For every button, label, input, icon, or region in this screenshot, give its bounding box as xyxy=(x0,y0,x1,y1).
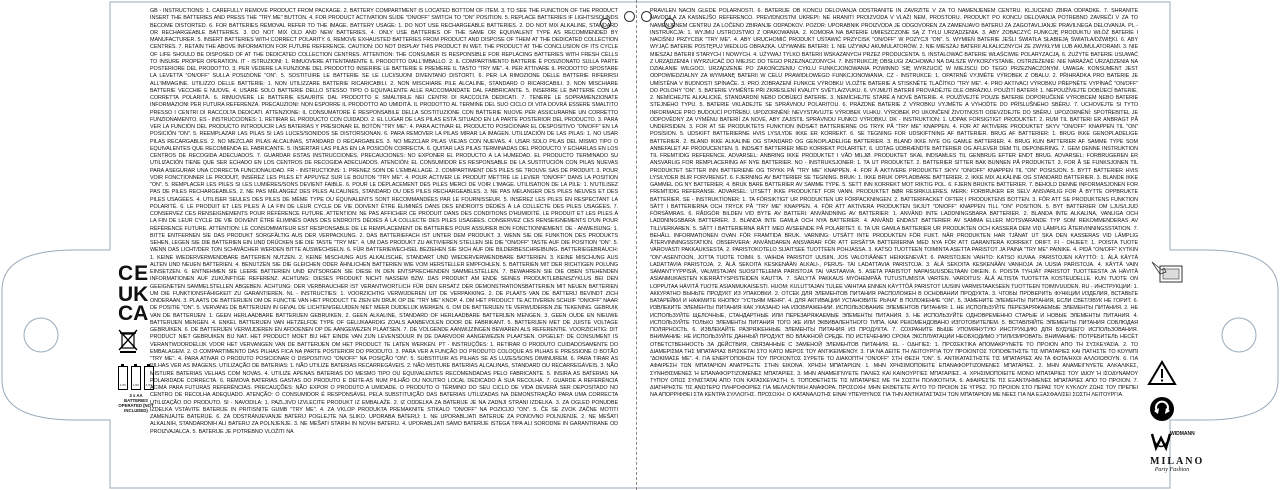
fold-line xyxy=(636,0,637,490)
uk-mark: UK xyxy=(118,283,149,306)
brand-name: MILANO xyxy=(1150,456,1205,467)
widmann-wordmark: WIDMANN xyxy=(1170,431,1195,437)
ca-mark: CA xyxy=(118,302,149,325)
ce-mark: CE xyxy=(118,262,150,285)
hand-illustration-icon xyxy=(1150,258,1186,286)
recycle-icon xyxy=(1149,396,1175,422)
widmann-logo-icon xyxy=(1150,430,1172,452)
compliance-marks xyxy=(118,263,154,413)
battery-diagram xyxy=(118,366,154,390)
hang-hole-left xyxy=(624,11,635,22)
battery-caption: 3 x AA BATTERIES OPERATED (NOT INCLUDED) xyxy=(118,393,154,413)
battery-cell-2: 1.5V xyxy=(131,366,141,390)
warning-triangle-icon xyxy=(1147,360,1177,386)
battery-cell-3: 1.5V xyxy=(144,366,154,390)
weee-bin-icon xyxy=(118,329,138,353)
brand-block xyxy=(1150,456,1205,473)
safety-marks xyxy=(1142,360,1182,422)
instructions-left-column: GB - INSTRUCTIONS: 1. CAREFULLY REMOVE PRODUCT FROM PACKAGE. 2. BATTERY COMPARTMENT IS LOCATED BOTTOM OF ITEM. 3. TO SEE THE FUNCTION OF THE PRODUCT INSERT THE BATTERIES AND PRESS THE "TRY ME" BUTTON. 4. FOR PRODUCT ACTIVATION SLIDE "ON/OFF" SWITCH TO "ON" POSITION. 5. REPLACE BATTERIES IF LIGHTS/SOUNDS BECOME DISTORTED. 6. FOR BATTERIES REMOVAL REFER TO THE IMAGE. BATTERY USAGE: 1. DO NOT USE RECHARGEABLE BATTERIES. 2. DO NOT MIX ALKALINE, STANDARD OR RECHARGEABLE BATTERIES. 3. DO NOT MIX OLD AND NEW BATTERIES. 4. ONLY USE BATTERIES OF THE SAME OR EQUIVALENT TYPE AS RECOMMENDED BY MANUFACTURER. 5. INSERT BATTERIES WITH CORRECT POLARITY. 6. REMOVE EXHAUSTED BATTERIES FROM PRODUCT AND DISPOSE OF THEM AT THE DEDICATED COLLECTION CENTRES. 7. RETAIN THE ABOVE INFORMATION FOR FUTURE REFERENCE. CAUTION: DO NOT DISPLAY THIS PRODUCT IN WET. THE PRODUCT AT THE CONCLUSION OF ITS CYCLE OF LIFE SHOULD BE DISPOSED OF AT THE DEDICATED COLLECTION CENTRES. ATTENTION: THE CONSUMER IS RESPONSIBLE FOR REPLACING BATTERIES WITH FRESH CELLS TO INSURE PROPER OPERATION. IT - ISTRUZIONI: 1. RIMUOVERE ATTENTAMENTE IL PRODOTTO DALL'IMBALLO. 2. IL COMPARTIMENTO BATTERIE È POSIZIONATO SULLA PARTE POSTERIORE DEL PRODOTTO. 3. PER VEDERE LA FUNZIONE DEL PRODOTTO INSERIRE LE BATTERIE E PREMERE IL TASTO "TRY ME". 4. PER ATTIVARE IL PRODOTTO SPOSTARE LA LEVETTA "ON/OFF" SULLA POSIZIONE "ON". 5. SOSTITUIRE LE BATTERIE SE LE LUCI/SUONI DIVENTANO DISTORTI. 6. PER LA RIMOZIONE DELLE BATTERIE RIFERIRSI ALL'IMMAGINE. UTILIZZO DELLE BATTERIE: 1. NON UTILIZZARE BATTERIE RICARICABILI. 2. NON MISCHIARE PILE ALCALINE, STANDARD O RICARICABILI. 3. NON MISCHIARE BATTERIE VECCHIE E NUOVE. 4. USARE SOLO BATTERIE DELLO STESSO TIPO O EQUIVALENTE ALLE RACCOMANDATE DAL FABBRICANTE. 5. INSERIRE LE BATTERIE CON LA CORRETTA POLARITÀ. 6. RIMUOVERE LE BATTERIE ESAURITE DAL PRODOTTO E SMALTIRLE NEI CENTRI DI RACCOLTA DEDICATI. 7. TENERE LE SOPRAMENZIONATE INFORMAZIONI PER FUTURA REFERENZA. PRECAUZIONI: NON ESPORRE IL PRODOTTO AD UMIDITÀ. IL PRODOTTO AL TERMINE DEL SUO CICLO DI VITA DOVRÀ ESSERE SMALTITO PRESSO I CENTRI DI RACCOLTA DEDICATI. ATTENZIONE: IL CONSUMATORE È RESPONSABILE DELLA SOSTITUZIONE CON BATTERIE NUOVE PER ASSICURARNE UN CORRETTO FUNZIONAMENTO. ES - INSTRUCCIONES: 1. RETIRAR EL PRODUCTO CON CUIDADO. 2. EL LUGAR DE LAS PILAS ESTÁ SITUADO EN LA PARTE POSTERIOR DEL PRODUCTO. 3. PARA VER LA FUNCIÓN DEL PRODUCTO INTRODUCIR LAS BATERÍAS Y PRESIONAR EL BOTÓN "TRY ME". 4. PARA ACTIVAR EL PRODUCTO POSICIONAR EL DESPOSITIVO "ON/OFF" EN LA POSICIÓN "ON". 5. REEMPLAZAR LAS PILAS SI LAS LUCES/SONIDOS SE DISTORSIONAN. 6. PARA REMOVER LA PILAS MIRAR LA IMAGEN. UTILIZACIÓN DE LAS PILAS: 1. NO USAR PILAS RECARGABLES. 2. NO MEZCLAR PILAS ALCALINAS, STANDARD O RECARGABLES. 3. NO MEZCLAR PILAS VIEJAS CON NUEVAS. 4. USAR SOLO PILAS DEL MISMO TIPO O EQUIVALENTES QUE RECOMIENDA EL FABRICANTE. 5. INSERTAR LAS PILAS EN LA POSICIÓN CORRECTA. 6. QUITAR LAS PILAS TERMINADAS DEL PRODUCTO Y ECHARLAS EN LOS CENTROS DE RECOGIDA ADECUADOS. 7. GUARDAR ESTAS INSTRUCCIONES. PRECAUCIONES: NO EXPONER EL PRODUCTO A LA HUMEDAD. EL PRODUCTO TERMINADO SU UTILIZACIÓN TIENE QUE SER ECHADO EN LOS CENTROS DE RECOGIDA ADECUADOS. ATENCIÓN: EL CONSUMIDOR ES RESPONSABLE DE LA SUSTITUCIÓN CON PILAS NUEVAS PARA ASEGURAR UNA CORRECTA FUNCIONALIDAD. FR - INSTRUCTIONS: 1. PRENEZ SOIN DE L'EMBALLAGE. 2. COMPARTIMENT DES PILES SE TROUVE SAS DE PRODUIT. 3. POUR VOIR FONCTIONNER LE PRODUIT, INSÉREZ LES PILES ET APPUYEZ SUR LE BOUTON "TRY ME". 4. POUR ACTIVER LE PRODUIT METTRE LE LEVIER "ON/OFF" DANS LA POSITION "ON". 5. REMPLACER LES PILES SI LES LUMIÈRES/SONS DEVIENT FAIBLE. 6. POUR LE DÉPLACEMENT DES PILES MERCI DE VOIR L'IMAGE. UTILISATION DE LA PILE: 1. N'UTILISEZ PAS DE PILES RECHARGEABLES. 2. NE PAS MÉLANGEZ DES PILES ALCALINES, STANDARD OU DES PILES RECHARGEABLES. 3. NE PAS MÉLANGER DES PILES NEUVES ET DES PILES USAGÉES. 4. UTILISER SEULES DES PILES DE MÊME TYPE OU ÉQUIVALENTS SONT RECOMMANDÉES PAR LE FOURNISSEUR. 5. INSÉREZ LES PILES EN RESPECTANT LA POLARITÉ. 6. LE PRODUIT ET LES PILES À LA FIN DE LEUR CYCLE DE VIE DOIVENT ÊTRE ÉLIMINÉS DANS DES ENDROITS DÉDIÉS À LA COLLECTE DES PILES USAGÉES. 7. CONSERVEZ CES RENSEIGNEMENTS POUR RÉFÉRENCE FUTURE. ATTENTION: NE PAS AFFICHER CE PRODUIT DANS DES CONDITIONS D'HUMIDITÉ. LE PRODUIT ET LES PILES À LA FIN DE LEUR CYCLE DE VIE DOIVENT ÊTRE ÉLIMINÉS DANS DES ENDROITS DÉDIÉS À LA COLLECTE DES PILES USAGÉES. CONSERVEZ CES RENSEIGNEMENTS D'UN POUR RÉFÉRENCE FUTURE. ATTENTION: LE CONSOMMATEUR EST RESPONSABLE DE LE REMPLACEMENT DE BATTERIES POUR ASSURER BON FONCTIONNEMENT. DE - ANWEISUNG: 1. BITTE ENTFERNEN SIE DAS PRODUKT SORGFÄLTIG AUS DER VERPACKUNG. 2. DAS BATTERIEFACH IST UNTER DEM PRODUKT. 3. WENN SIE DIE FUNKTION DES PRODUKTS SEHEN, LEGEN SIE DIE BATTERIEN EIN UND DRÜCKEN SIE DIE TASTE "TRY ME". 4. UM DAS PRODUKT ZU AKTIVIEREN STELLEN SIE DIE "ON/OFF" TASTE AUF DIE POSITION "ON". 5. WENN DAS LICHT/DER TON SCHWÄCHER WERDEN BITTE AUSWECHSELN. 6. FÜR BATTERIEWECHSEL BEZIEHEN SIE SICH AUF DIE BILDERBESCHREIBUNG. BATTERIEGEBRAUCH: 1. KEINE WIEDERVERWENDBARE BATTERIEN NUTZEN. 2. KEINE MISCHUNG AUS ALKALISCHE, STANDART UND WIEDERVERWENDBARE BATTERIEN. 3. KEINE MISCHUNG AUS ALTEN UND NEUEN BATTERIEN. 4. BENUTZEN SIE DIE GLEICHEN ODER ÄHNLICHEN BATTERIEN WIE VOM HERSTELLER EMPFOHLEN. 5. BATTERIEN MIT DER RICHTIGEN POLUNG EINSETZEN. 6. ENTNEHMEN SIE LEERE BATTERIEN UND ENTSORGEN SIE DIESE IN DEN ENTSPRECHENDEN SAMMELSTELLEN. 7. BEWAHREN SIE DIE OBEN STEHENDEN INFORMATIONEN AUF ZUKÜNFTIGE REFERENZ. ACHTUNG: DIESES PRODUKT NICHT NASSEM BZW. DAS PRODUKT AM ENDE SEINES PRODUKTLEBENSZYKLUS BEI DEN GEEIGNETEN SAMMELSTELLEN ABGEBEN. ACHTUNG: DER VERBRAUCHER IST VERANTWORTLICH FÜR DEN ERSATZ DER DEMONSTRATIONSBATTERIEN MIT NEUEN BATTERIEN UM DIE FUNKTIONSFÄHIGKEIT ZU GARANTIEREN. NL - INSTRUCTIES: 1. VOORZICHTIG VERWIJDEREN UIT DE VERPAKKING. 2. DE PLAATS VAN DE BATTERIJ BEVINDT ZICH ONDERAAN. 3. PLAATS DE BATTERIJEN OM DE FUNCTIE VAN HET PRODUCT TE ZIEN EN DRUK OP DE "TRY ME" KNOP. 4. OM HET PRODUCT TE ACTIVEREN SCHUIF "ON/OFF" NAAR DE POSITIE "ON". 5. VERVANG DE BATTERIJEN IN GEVAL DE LICHTEN/GELUIDEN NIET MEER DUIDELIJK WERKEN. 6. OM DE BATTERIJEN TE VERWIJDEREN ZIE TEKENING. GEBRUIK VAN DE BATTERIJEN: 1. GEEN HERLAADBARE BATTERIJEN GEBRUIKEN. 2. GEEN ALKALINE, STANDARD OF HERLAADBARE BATTERIJEN MENGEN. 3. GEEN OUDE EN NIEUWE BATTERIJEN MENGEN. 4. ENKEL BATTERIJEN VAN HETZELFDE TYPE OF GELIJKAARDIG ZOALS AANBEVOLEN DOOR DE FABRIKANT. 5. BATTERIJEN MET DE JUISTE VOLTAGE GEBRUIKEN. 6. DE BATTERIJEN VERWIJDEREN EN AFDOENEN OP DE AANGEWEZEN PLAATSEN. 7. DE VOLGENDE AANWIJZINGEN BEWAREN ALS REFERENTIE. VOORZICHTIG: DIT PRODUCT NIET GEBRUIKEN BIJ NAT. HET PRODUCT MOET BIJ HET EINDE VAN ZIJN LEVENSDUUR IN DE DAARVOOR AANGEWEZEN PLAATSEN. OPGELET: DE CONSUMENT IS VERANTWOORDELIJK VOOR HET VERVANGEN VAN DE BATTERIJEN OM HET PRODUCT TE LATEN WERKEN. PT - INSTRUÇÕES: 1. RETIRAR O PRODUTO CUIDADOSAMENTE DO EMBALAGEM. 2. O COMPARTIMENTO DAS PILHAS FICA NA PARTE POSTERIOR DO PRODUTO. 3. PARA VER A FUNÇÃO DO PRODUTO COLOQUE AS PILHAS E PRESSIONE O BOTÃO "TRY ME". 4. PARA ATIVAR O PRODUTO POSICIONAR O DISPOSITIVO "ON/OFF" NA POSIÇÃO "ON". 5. SUBSTITUIR AS PILHAS SE AS LUZES/SONS DIMINUIREM. 6. PARA TIRAR AS PILHAS VER AS IMAGENS. UTILIZAÇÃO DE BATERIAS: 1. NÃO UTILIZE BATERIAS RECARREGÁVEIS. 2. NÃO MISTURE BATERIAS ALCALINAS, STANDARD OU RECARREGÁVEIS. 3. NÃO MISTURE BATERIAS VELHAS COM NOVAS. 4. UTILIZE APENAS BATERIAS DO MESMO TIPO OU EQUIVALENTES RECOMENDADAS PELO FABRICANTE. 5. INSIRA AS BATERIAS NA POLARIDADE CORRECTA. 6. REMOVA BATERIAS GASTAS DO PRODUTO E DEITE-AS NUM PILHÃO OU NOUTRO LOCAL DEDICADO À SUA RECOLHA. 7. GUARDE A REFERÊNCIA ACIMA PARA FUTURAS REFERÊNCIAS. PRECAUÇÕES: NÃO EXPOR O PRODUTO A UMIDADE. O PRODUTO O TÉRMINO DO SEU CICLO DE VIDA DEVERÁ SER DEPOSITADO NO CENTRO DE RECOLHA ADEQUADO. ATENÇÃO: O CONSUMIDOR É RESPONSÁVEL PELA SUBSTITUIÇÃO DAS BATERIAS UTILIZADAS NA DEMONSTRAÇÃO PARA UMA CORRECTA UTILIZAÇÃO DO PRODUTO. SI - NAVODILA: 1. PAZLJIVO IZVLECITE PRODUKT IZ EMBALAŽE. 2. IZ ODDELKA ZA BATERIJE JE NA ZADNJI STRANI IZDELKA. 3. ZA OGLED PONUDBE IZDELKA VSTAVITE BATERIJE IN PRITISNITE GUMB "TRY ME". 4. ZA VKLOP PRODUKTA PREMAKNITE STIKALO "ON/OFF" NA POZICIJO "ON". 5. ČE SE ZVOK ZAČNE MOTITI ZAMENJAJTE BATERIJE. 6. ZA ODSTRANJEVANJE BATERIJ POGLEJTE NA SLIKO. UPORABA BATERIJ: 1. NE UPORABLJATI BATERIJE ZA PONOVNO POLNJENJE. 2. NE MEŠATI ALKALNIH, STANDARDNIH ALI BATERIJ ZA POLNJENJE. 3. NE MEŠATI STARIH IN NOVIH BATERIJ. 4. UPORABLJATI SAMO BATERIJE ISTEGA TIPA ALI SORODNE IN GARANTIRANE OD PROIZVAJALCA. 5. BATERIJE JE POTREBNO VLOŽITI NA xyxy=(150,8,618,435)
brand-tagline: Party Fashion xyxy=(1154,467,1190,473)
battery-cell-1: 1.5V xyxy=(118,366,128,390)
instructions-right-column: PRAVILEN NAČIN GLEDE POLARNOSTI. 6. BATERIJE OB KONCU DELOVANJA ODSTRANITE IN ZAVRZITE V ZA TO NAMENJENEM CENTRU. KLJUČENO ZBIRA ODPADKE. 7. SHRANITE NAVODILA ZA KASNEJŠO REFERENCO. PREVIDNOSTNI UKREPI: NE HRANITI PROIZVODA V VLAŽI NEM, PROSTORU. PRODUKT PO KONCU DELOVANJA POTREBNO ZAVREČI V ZA TO NAMENJENEM CENTRU ZA LOČENO ZBIRANJE ODPADKOV. POZOR: UPORABNIK PROIZVODA JE ODGOVOREN ZA ZAMENJAVO BATERIJ ZA ZAGOTAVLJANJE PRAVILNEGA DELOVANJA. PL - INSTRUKCJA: 1. WYJMIJ USTROJSTWO Z OPAKOWANIA. 2. KOMORA NA BATERIE UMIESZCZONE SĄ Z TYŁU URZĄDZENIA. 3. ABY ZOBACZYĆ FUNKCJĘ PRODUKTU WŁÓŻ BATERIE I NACIŚNIJ PRZYCISK "TRY ME". 4. ABY URUCHOMIĆ PRODUKT USTAWIĆ PRZYCISK "ON/OFF" W POZYCJI "ON". 5. WYMIEŃ BATERIE JEŚLI ŚWIATŁA SŁABIEJĄ ŚWIATŁA/DŹWIĘKI. 6. ABY WYJĄĆ BATERIE POSTĘPUJ WEDŁUG OBRAZKA. UŻYWANIE BATERII: 1. NIE UŻYWAJ AKUMULATORÓW. 2. NIE MIESZAJ BATERII ALKALICZNYCH ZE ZWYKŁYMI LUB AKUMULATORAMI. 3. NIE MIESZAJ BATERII STARYCH I NOWYCH. 4. UŻYWAJ TYLKO BATERII WSKAZANYCH PRZEZ PRODUCENTA. 5. INSTALOWAĆ BATERIE WŁAŚCIWIE POLARYZACJĄ. 6. ZUŻYTE BATERIE USUWAĆ Z URZĄDZENIA I WYRZUCAĆ DO MIEJSC DO TEGO PRZEZNACZONYCH. 7. INSTRUKCJĘ OBSŁUGI ZACHOWAJ NA DALSZE WYKORZYSTANIE. OSTRZEŻENIE: NIE NARAŻAĆ URZĄDZENIA NA DZIAŁANIE WILGOCI. URZĄDZENIE PO ZAKOŃCZENIU CYKLU FUNKCJONOWANIA POWINNO SIĘ WYRZUCIĆ W MIEJSCU DO TEGO PRZEZNACZONYM. UWAGA: KONSUMENT JEST ODPOWIEDZIALNY ZA WYMIANĘ BATERII W CELU PRAWIDŁOWEGO FUNKCJONOWANIA. CZ - INSTRUKCE: 1. OPATRNĚ VYJMĚTE VÝROBEK Z OBALU. 2. PŘIHRÁDKA PRO BATERIE JE UMÍSTĚNA V BUDNOSTI SPÍNAČE. 3. PRO ZOBRAZENÍ FUNKCE VÝROBKU VLOŽTE BATERIE A STISKNĚTE TLAČÍTKO "TRY ME". 4. PRO AKTIVACI VÝROBKU PŘEPNĚTE VYPÍNAČ "ON/OFF" DO POLOHY "ON". 5. BATERIE VYMĚŇTE PŘI ZKRESLENÍ KVALITY SVĚTLA/ZVUKU. 6. VYJMUTÍ BATERIÍ PROVÁDĚJTE DLE OBRÁZKU. POUŽITÍ BATERIÍ: 1. NEPOUŽÍVEJTE DOBÍJECÍ BATERIE. 2. NEMÍCHEJTE ALKALICKÉ, STANDARDNÍ NEBO DOBÍJECÍ BATERIE. 3. NEMÍCHEJTE STARÉ A NOVÉ BATERIE. 4. POUŽÍVEJTE POUZE BATERIE DOPORUČENÉ VÝROBCEM NEBO BATERIE STEJNÉHO TYPU. 5. BATERIE VKLÁDEJTE SE SPRÁVNOU POLARITOU. 6. PRÁZDNÉ BATERIE Z VÝROBKU VYJMĚTE A VYHOĎTE DO PŘÍSLUŠNÉHO SBĚRU. 7. UCHOVEJTE SI TYTO INFORMACE PRO BUDOUCÍ POTŘEBU. UPOZORNĚNÍ: NEVYSTAVUJTE VÝROBEK VLHKU. VÝROBEK PO UKONČENÍ ŽIVOTNOSTI ODEVZDEJTE DO SBĚRU. UPOZORNĚNÍ: SPOTŘEBITEL JE ODPOVĚDNÝ ZA VÝMĚNU BATERIÍ ZA NOVÉ, ABY ZAJISTIL SPRÁVNOU FUNKCI VÝROBKU. DK - INSTRUKTION: 1. UDPAK FORSIGTIGT PRODUKTET. 2. RUM TIL BATTERI ER ANBRAGT PÅ UNDERSIDEN. 3. FOR AT SE PRODUKTETS FUNKTION INDSÆT BATTERIERNE OG TRYK PÅ "TRY ME" KNAPPEN. 4. FOR AT AKTIVERE PRODUKTET SKYV "ON/OFF" KNAPPEN TIL "ON" POSISION. 5. UDSKIFT BATTERIERNE HVIS LYS/LYDE IKKE ER KORREKT. 6. SE TEGNING FOR UDSKIFTNING AF BATTERIER. BRUG AF BATTERIER: 1. BRUG IKKE GENOPLADELIGE BATTERIER. 2. BLAND IKKE ALKALINE OG STANDARD OG GENOPLADELIGE BATTERIER. 3. BLAND IKKE NYE OG GAMLE BATTERIER. 4. BRUG KUN BATTERIER AF SAMME TYPE SOM ANBEFALET AF PRODUCENTEN. 5. INDSÆT BATTERIER MED KORREKT POLARITET. 6. UDTAG UDBRÆNDTE BATTERIER OG AFLEVER DEM TIL DEPONERING. 7. GEM DENNE INSTRUKTION TIL FREMTIDIG REFERENCE. ADVARSEL: ANBRING IKKE PRODUKTET I VÅD MILJØ. PRODUKTET SKAL INDSAMLES TIL GENBRUG EFTER ENDT BRUG. ADVARSEL: FORBRUGEREN ER ANSVARLIG FOR REMPLACERING AF NYE BATTERIER. NO - INSTRUKSJONER: 1. TA UT PRODUKTET. 2. BATTERIER SITTER BAK BUNNEN PÅ PRODUKTET. 3. FOR Å SE FUNKSJONEN TIL PRODUKTET SETTER INN BATTERIENE OG TRYKK PÅ "TRY ME" KNAPPEN. 4. FOR Å AKTIVERE PRODUKTET SKYV "ON/OFF" KNAPPEN TIL "ON" POSISJON. 5. BYTT BATTERIER HVIS LYS/LYDER BLIR FORVRENGT. 6. FJERNING AV BATTERIER SE TEGNING. BRUK: 1. IKKE BRUK OPPLADBARE BATTERIER. 2. IKKE MIX ALKALINE OG STANDARD BATTERIER. 3. BLANDE IKKE GAMMEL OG NY BATTERIER. 4. BRUK BARE BATTERIER AV SAMME TYPE. 5. SETT INN KORREKT MOT RIKTIG POL. 6. FJERN BRUKTE BATTERIER. 7. BEHOLD DENNE INFORMASJONEN FOR FREMTIDIG REFERANSE. ADVARSEL: UTSETT IKKE PRODUKTET FOR VANN. PRODUKTET BØR RESIRKULERES. MERK: FORBRUKER ER SELV ANSVARLIG FOR Å BYTTE OPPBRUKTE BATTERIER. SE - INSTRUKTIONER: 1. TA FÖRSIKTIGT UR PRODUKTEN UR FÖRPACKNINGEN. 2. BATTERIFACKET OFTER I PRODUKTENS BOTTEN. 3. FÖR ATT SE PRODUKTENS FUNKTION SÄTT I BATTERIERNA OCH TRYCK PÅ "TRY ME" KNAPPEN. 4. FÖR ATT AKTIVERA PRODUKTEN SKJUT "ON/OFF" KNAPPEN TILL "ON" POSITION. 5. BYT BATTERIER OM LJUS/LJUD FÖRSÄMRAS. 6. RÅDGÖR BILDEN VID BYTE AV BATTERI. ANVÄNDNING AV BATTERIER: 1. ANVÄND INTE LADDNINGSBARA BATTERIER. 2. BLANDA INTE ALKALINA, VANLIGA OCH LADDNINGSBARA BATTERIER. 3. BLANDA INTE GAMLA OCH NYA BATTERIER. 4. ANVÄND ENDAST BATTERIER AV SAMMA ELLER MOTSVARANDE TYP SOM REKOMMENDERAS AV TILLVERKAREN. 5. SÄTT I BATTERIERNA RÄTT MED AVSEENDE PÅ POLARITET. 6. TA UR GAMLA BATTERIER UR PRODUKTEN OCH KASSERA DEM VID LÄMPLIG ÅTERVINNINGSSTATION. 7. BEHÅLL INFORMATIONEN OVAN FÖR FRAMTIDA BRUK. VARNING: UTSÄTT INTE PRODUKTEN FÖR FUKT. NÄR PRODUKTEN HAR TJÄNAT UT SKA DEN KASSERAS VID LÄMPLIG ÅTERVINNINGSSTATION. OBSERVERA: ANVÄNDAREN ANSVARAR FÖR ATT ERSÄTTA BATTERIERNA MED NYA FÖR ATT GARANTERA KORREKT DRIFT. FI - OHJEET: 1. POISTA TUOTE VAROVASTI PAKKAUKSESTA. 2. PARISTOKOTELO SIJAITSEE TUOTTEEN POHJASSA. 3. KATSO TUOTTEEN TOIMINTA ASETTA PARISTOT JA PAINA "TRY ME" PAINIKE. 4. PIDÄ "ON/OFF" KYTKIN "ON"-ASENTOON, JOTTA TUOTE TOIMII. 5. VAIHDA PARISTOT UUSIIN, JOS VALOT/ÄÄNET HEIKKENEVÄT. 6. PARISTOJEN VAIHTO: KATSO KUVAA. PARISTOJEN KÄYTTÖ: 1. ÄLÄ KÄYTÄ LADATTAVIA PARISTOJA. 2. ÄLÄ SEKOITA KESKENÄÄN ALKALI-, PERUS- TAI LADATTAVIA PARISTOJA. 3. ÄLÄ SEKOITA KESKENÄÄN VANHOJA JA UUSIA PARISTOJA. 4. KÄYTÄ VAIN SAMANTYYPPISIÄ, VALMISTAJAN SUOSITTELEMIA PARISTOJA TAI VASTAAVIA. 5. ASETA PARISTOT NAPAISUUSDELTAAN OIKEIN. 6. POISTA TYHJÄT PARISTOT TUOTTEESTA JA HÄVITÄ ASIANMUKAISTEN KIERRÄTYSPISTEIDEN KAUTTA. 7. SÄILYTÄ PAKKAUS MYÖHEMPÄÄ TUTUSTUMISTA VARTEN. VAROITUS: ÄLÄ ALTISTA TUOTETTA KOSTEUDELLE. KUN TUOTE ON LOPPUTAA HÄVITÄ TUOTE ASIANMUKAISESTI. HUOM: KULUTTAJAN TULEE VAIHTAA ENNEN KÄYTTÖÄ PARISTOT UUSIIN VARMISTAAKSEEN TUOTTEEN TOIMIVUUDEN. RU - ИНСТРУКЦИИ: 1. АККУРАТНО ВЫНЬТЕ ПРОДУКТ ИЗ УПАКОВКИ. 2. ОТСЕК ДЛЯ ЭЛЕМЕНТОВ ПИТАНИЯ РАСПОЛОЖЕН В ОСНОВАНИИ ПРОДУКТА. 3. ЧТОБЫ ПРОВЕРИТЬ ФУНКЦИИ ИЗДЕЛИЯ, ВСТАВЬТЕ БАТАРЕЙКИ И НАЖМИТЕ КНОПКУ "УСТЬЯМ МЕНЯ". 4. ДЛЯ АКТИВАЦИИ УСТАНОВИТЕ РЫЧАГ В ПОЛОЖЕНИЕ "ON". 5. ЗАМЕНИТЕ ЭЛЕМЕНТЫ ПИТАНИЯ, ЕСЛИ СВЕТ/ЗВУК НЕ ГОРИТ. 6. ИЗВЛЕКИТЕ ЭЛЕМЕНТЫ ПИТАНИЯ КАК УКАЗАНО НА ИЗОБРАЖЕНИИ. ИСПОЛЬЗОВАНИЕ ЭЛЕМЕНТОВ ПИТАНИЯ: 1. НЕ ИСПОЛЬЗУЙТЕ ПЕРЕЗАРЯЖАЕМЫЕ ЭЛЕМЕНТЫ ПИТАНИЯ. 2. НЕ ИСПОЛЬЗУЙТЕ ЩЕЛОЧНЫЕ, СТАНДАРТНЫЕ ИЛИ ПЕРЕЗАРЯЖАЕМЫЕ ЭЛЕМЕНТЫ ПИТАНИЯ. 3. НЕ ИСПОЛЬЗУЙТЕ ОДНОВРЕМЕННО СТАРЫЕ И НОВЫЕ ЭЛЕМЕНТЫ ПИТАНИЯ. 4. ИСПОЛЬЗУЙТЕ ТОЛЬКО ЭЛЕМЕНТЫ ПИТАНИЯ ТОГО ЖЕ ИЛИ ЭКВИВАЛЕНТНОГО ТИПА, КАК РЕКОМЕНДОВАНО ИЗГОТОВИТЕЛЕМ. 5. ВСТАВЛЯЙТЕ ЭЛЕМЕНТЫ ПИТАНИЯ СОБЛЮДАЯ ПОЛЯРНОСТЬ. 6. ИЗВЛЕКАЙТЕ РАЗРЯЖЕННЫЕ ЭЛЕМЕНТЫ ПИТАНИЯ ИЗ ПРОДУКТА. 7. СОХРАНИТЕ ВЫШЕ УПОМЯНУТУЮ ИНСТРУКЦИЮ ДЛЯ БУДУЩЕГО ИСПОЛЬЗОВАНИЯ. ВНИМАНИЕ: НЕ ИСПОЛЬЗУЙТЕ ДАННЫЙ ПРОДУКТ ВО ВЛАЖНОЙ СРЕДЕ. ПО ИСТЕЧЕНИЮ СРОКА ЭКСПЛУАТАЦИИ НЕОБХОДИМО УТИЛИЗИРОВАТЬ. ВНИМАНИЕ: ПОТРЕБИТЕЛЬ НЕСЁТ ОТВЕТСТВЕННОСТЬ ЗА ДЕЙСТВИЯ, СВЯЗАННЫЕ С ЗАМЕНОЙ ЭЛЕМЕНТОВ ПИТАНИЯ. EL - ΟΔΗΓΙΕΣ: 1. ΠΡΟΣΕΚΤΙΚΑ ΑΠΟΜΑΚΡΥΝΕΤΕ ΤΟ ΠΡΟΙΟΝ ΑΠΟ ΤΗ ΣΥΣΚΕΥΑΣΙΑ. 2. ΤΟ ΔΙΑΜΕΡΙΣΜΑ ΤΗΣ ΜΠΑΤΑΡΙΑΣ ΒΡΙΣΚΕΤΑΙ ΣΤΟ ΚΑΤΩ ΜΕΡΟΣ ΤΟΥ ΑΝΤΙΚΕΙΜΕΝΟΥ. 3. ΓΙΑ ΝΑ ΔΕΙΤΕ ΤΗ ΛΕΙΤΟΥΡΓΙΑ ΤΟΥ ΠΡΟΙΟΝΤΟΣ ΤΟΠΟΘΕΤΗΣΤΕ ΤΙΣ ΜΠΑΤΑΡΙΕΣ ΚΑΙ ΠΑΤΗΣΤΕ ΤΟ ΚΟΥΜΠΙ "ΔΟΚΙΜΑΣΕ ΜΕ". 4. ΓΙΑ ΕΝΕΡΓΟΠΟΙΗΣΗ ΤΟΥ ΠΡΟΙΟΝΤΟΣ ΣΥΡΕΤΕ ΤΟ ΔΙΑΚΟΠΤΗ "ON/OFF" ΣΤΗ ΘΕΣΗ "ON". 5. ΑΝΤΙΚΑΤΑΣΤΗΣΤΕ ΤΙΣ ΜΠΑΤΑΡΙΕΣ ΑΝ ΤΑ ΦΩΤΑ/ΗΧΟΙ ΑΛΛΟΙΩΘΟΥΝ. 6. ΓΙΑ ΑΦΑΙΡΕΣΗ ΤΩΝ ΜΠΑΤΑΡΙΩΝ ΑΝΑΤΡΕΞΤΕ ΣΤΗΝ ΕΙΚΟΝΑ. ΧΡΗΣΗ ΜΠΑΤΑΡΙΩΝ: 1. ΜΗΝ ΧΡΗΣΙΜΟΠΟΙΕΙΤΕ ΕΠΑΝΑΦΟΡΤΙΖΟΜΕΝΕΣ ΜΠΑΤΑΡΙΕΣ. 2. ΜΗΝ ΑΝΑΜΕΙΓΝΥΕΤΕ ΑΛΚΑΛΙΚΕΣ, ΣΥΝΗΘΙΣΜΕΝΕΣ Ή ΕΠΑΝΑΦΟΡΤΙΖΟΜΕΝΕΣ ΜΠΑΤΑΡΙΕΣ. 3. ΜΗΝ ΑΝΑΜΕΙΓΝΥΕΤΕ ΠΑΛΙΕΣ ΚΑΙ ΚΑΙΝΟΥΡΓΙΕΣ ΜΠΑΤΑΡΙΕΣ. 4. ΧΡΗΣΙΜΟΠΟΙΕΙΤΕ ΜΟΝΟ ΜΠΑΤΑΡΙΕΣ ΤΟΥ ΙΔΙΟΥ Ή ΙΣΟΔΥΝΑΜΟΥ ΤΥΠΟΥ ΟΠΩΣ ΣΥΝΙΣΤΑΤΑΙ ΑΠΟ ΤΟΝ ΚΑΤΑΣΚΕΥΑΣΤΗ. 5. ΤΟΠΟΘΕΤΗΣΤΕ ΤΙΣ ΜΠΑΤΑΡΙΕΣ ΜΕ ΤΗ ΣΩΣΤΗ ΠΟΛΙΚΟΤΗΤΑ. 6. ΑΦΑΙΡΕΣΤΕ ΤΙΣ ΕΞΑΝΤΛΗΜΕΝΕΣ ΜΠΑΤΑΡΙΕΣ ΑΠΟ ΤΟ ΠΡΟΙΟΝ. 7. ΔΙΑΤΗΡΗΣΤΕ ΤΙΣ ΑΝΩΤΕΡΩ ΠΛΗΡΟΦΟΡΙΕΣ ΓΙΑ ΜΕΛΛΟΝΤΙΚΗ ΑΝΑΦΟΡΑ. ΠΡΟΣΟΧΗ: ΜΗΝ ΕΚΘΕΤΕΤΕ ΑΥΤΟ ΤΟ ΠΡΟΙΟΝ ΣΕ ΥΓΡΕΣ. ΤΟ ΠΡΟΙΟΝ ΣΤΟ ΠΕΡΑΣ ΤΟΥ ΚΥΚΛΟΥ ΖΩΗΣ ΤΟΥ ΠΡΕΠΕΙ ΝΑ ΑΠΟΡΡΙΦΘΕΙ ΣΤΑ ΚΕΝΤΡΑ ΣΥΛΛΟΓΗΣ. ΠΡΟΣΟΧΗ: Ο ΚΑΤΑΝΑΛΩΤΗΣ ΕΙΝΑΙ ΥΠΕΥΘΥΝΟΣ ΓΙΑ ΤΗΝ ΑΝΤΙΚΑΤΑΣΤΑΣΗ ΤΩΝ ΜΠΑΤΑΡΙΩΝ ΜΕ ΝΕΕΣ ΓΙΑ ΝΑ ΕΞΑΣΦΑΛΙΣΕΙ ΣΩΣΤΗ ΛΕΙΤΟΥΡΓΙΑ. xyxy=(650,8,1138,399)
